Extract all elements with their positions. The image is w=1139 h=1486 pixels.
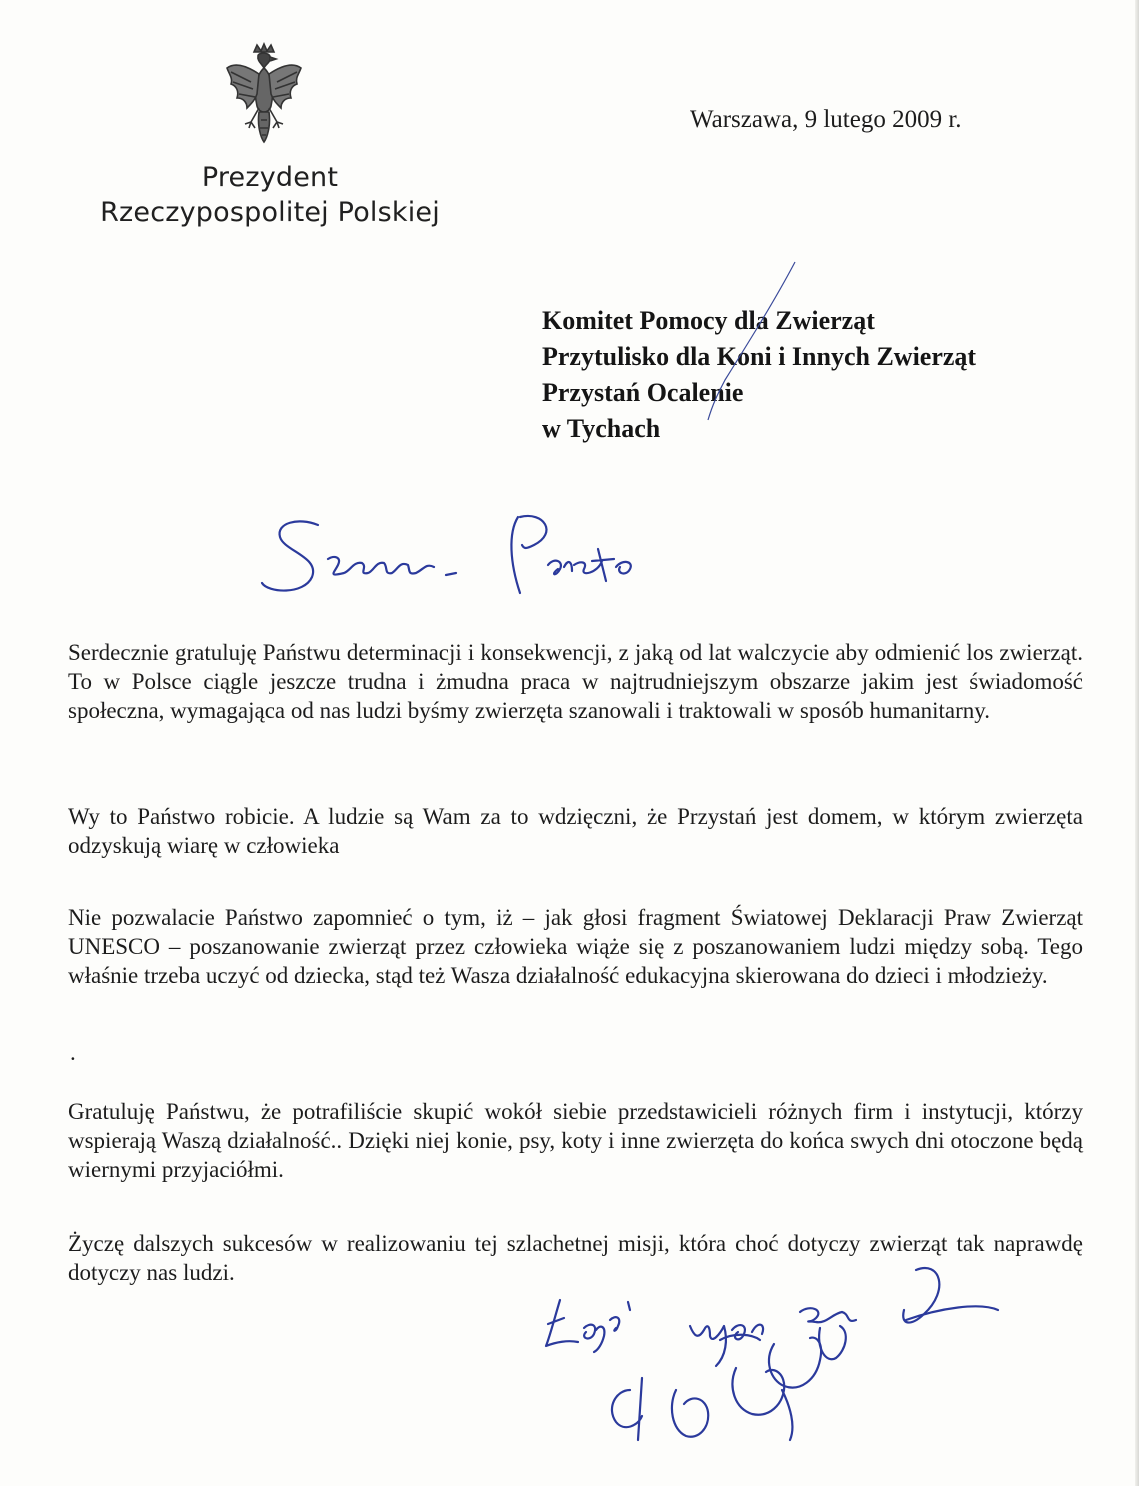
recipient-line: Komitet Pomocy dla Zwierząt (542, 306, 875, 335)
issuer-title: Prezydent (201, 162, 339, 193)
letter-paragraph: Serdecznie gratuluję Państwu determinacji i konsekwencji, z jaką od lat walczycie aby odmienić los zwierząt. To w Polsce ciągle jeszcze trudna i żmudna praca w najtrudniejszym obszarze jakim jest świadomość społeczna, wymagająca od nas ludzi byśmy zwierzęta szanowali i traktowali w sposób humanitarny. (68, 640, 1083, 723)
handwritten-signature (520, 1240, 1000, 1460)
handwritten-greeting-text: Szanowni Państwo (258, 621, 266, 622)
stray-dot: . (70, 1040, 76, 1065)
pen-stroke-mark (680, 260, 810, 440)
handwritten-greeting (258, 503, 678, 623)
letter-paragraph: Życzę dalszych sukcesów w realizowaniu tej szlachetnej misji, która choć dotyczy zwierząt tak naprawdę dotyczy nas ludzi. (68, 1231, 1083, 1285)
letter-paragraph: Wy to Państwo robicie. A ludzie są Wam za to wdzięczni, że Przystań jest domem, w którym zwierzęta odzyskują wiarę w człowieka (68, 804, 1083, 858)
issuer-country: Rzeczypospolitej Polskiej (100, 197, 440, 228)
polish-eagle-emblem-icon (221, 42, 307, 148)
letter-date: Warszawa, 9 lutego 2009 r. (690, 106, 962, 133)
recipient-line: Przytulisko dla Koni i Innych Zwierząt (542, 342, 977, 371)
page-edge-shadow (1135, 0, 1139, 1486)
handwritten-closing-text: Łączę wyrazy szacunku (520, 1459, 530, 1460)
issuer-block (80, 160, 460, 230)
letter-paragraph: Gratuluję Państwu, że potrafiliście skupić wokół siebie przedstawicieli różnych firm i instytucji, którzy wspierają Waszą działalność.. Dzięki niej konie, psy, koty i inne zwierzęta do końca swych dni otoczone będą wiernymi przyjaciółmi. (68, 1099, 1083, 1182)
recipient-line: Przystań Ocalenie (542, 378, 744, 407)
recipient-line: w Tychach (542, 414, 661, 443)
letter-paragraph: Nie pozwalacie Państwo zapomnieć o tym, iż – jak głosi fragment Światowej Deklaracji Praw Zwierząt UNESCO – poszanowanie zwierząt przez człowieka wiąże się z poszanowaniem ludzi między sobą. Tego właśnie trzeba uczyć od dziecka, stąd też Wasza działalność edukacyjna skierowana do dzieci i młodzieży. (68, 905, 1083, 988)
